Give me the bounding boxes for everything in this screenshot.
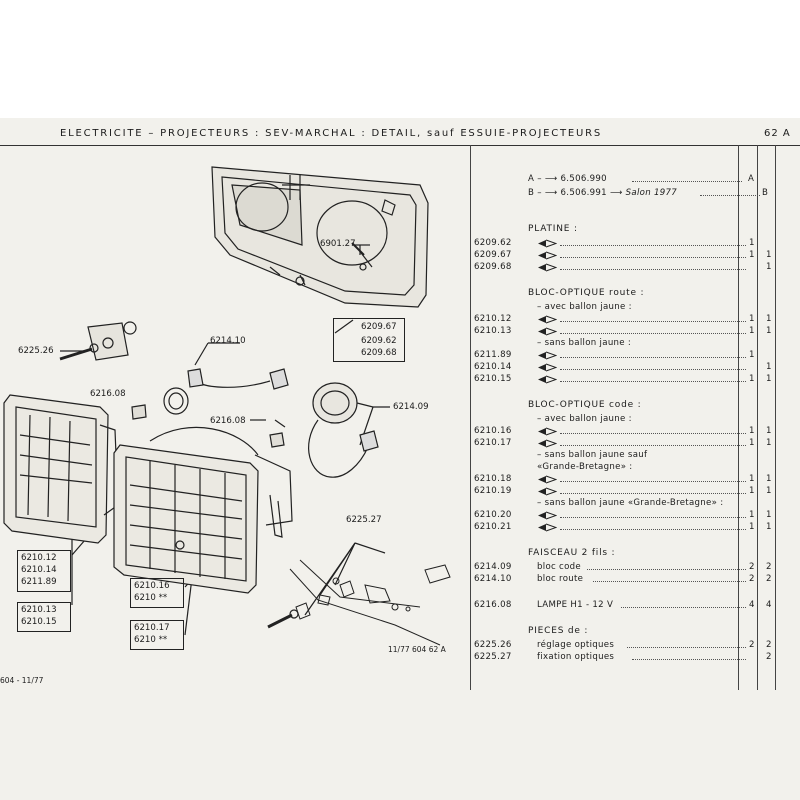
leader-dots (560, 381, 746, 382)
headlamp-mounting-plate (212, 167, 428, 307)
part-ref: 6210.17 (474, 438, 512, 448)
leader-dots (560, 517, 746, 518)
headlamp-symbol-icon (537, 363, 557, 372)
qty-b: 1 (766, 250, 772, 260)
subsection-label: – sans ballon jaune : (537, 338, 632, 348)
part-ref: 6210.16 (474, 426, 512, 436)
qty-a: 1 (749, 374, 755, 384)
callout-6214-10: 6214.10 (210, 336, 246, 346)
headlamp-symbol-icon (537, 487, 557, 496)
headlamp-symbol-icon (537, 375, 557, 384)
callout-6209-67: 6209.67 (361, 322, 397, 332)
page-header-title: ELECTRICITE – PROJECTEURS : SEV-MARCHAL : DETAIL, sauf ESSUIE-PROJECTEURS (60, 128, 603, 139)
qty-a: 1 (749, 474, 755, 484)
qty-a: 1 (749, 314, 755, 324)
qty-b: 2 (766, 562, 772, 572)
callout-6216-08-b: 6216.08 (210, 416, 246, 426)
figure-code: 11/77 604 62 A (388, 645, 446, 654)
leader-dots (560, 333, 746, 334)
callout-6901-27: 6901.27 (320, 239, 356, 249)
part-ref: 6211.89 (474, 350, 512, 360)
leader-dots (560, 445, 746, 446)
qty-b: 1 (766, 426, 772, 436)
part-ref: 6210.12 (474, 314, 512, 324)
callout-6210-b: 6210 ** (134, 635, 168, 645)
headlamp-symbol-icon (537, 439, 557, 448)
leader-dots (560, 369, 746, 370)
qty-b: 2 (766, 652, 772, 662)
qty-a: 1 (749, 326, 755, 336)
harness-route (188, 369, 288, 389)
part-label: bloc code (537, 562, 581, 572)
leader-dots (621, 607, 746, 608)
qty-a: 1 (749, 250, 755, 260)
leader-dots (632, 181, 742, 182)
callout-6209-68: 6209.68 (361, 348, 397, 358)
callout-6210-15: 6210.15 (21, 617, 57, 627)
qty-a: 2 (749, 574, 755, 584)
qty-b: 1 (766, 362, 772, 372)
qty-a: 1 (749, 238, 755, 248)
part-ref: 6210.18 (474, 474, 512, 484)
part-ref: 6214.09 (474, 562, 512, 572)
part-ref: 6210.15 (474, 374, 512, 384)
harness-code (309, 383, 378, 477)
qty-b: 1 (766, 374, 772, 384)
headlamp-symbol-icon (537, 511, 557, 520)
variant-b-row: B – ⟶ 6.506.991 ⟶ Salon 1977 (528, 188, 678, 198)
part-ref: 6210.13 (474, 326, 512, 336)
part-ref: 6210.20 (474, 510, 512, 520)
leader-dots (593, 581, 746, 582)
index-divider (470, 145, 471, 690)
headlamp-symbol-icon (537, 315, 557, 324)
qty-b: 1 (766, 474, 772, 484)
callout-6210-17: 6210.17 (134, 623, 170, 633)
qty-b: 1 (766, 314, 772, 324)
leader-dots (632, 659, 746, 660)
qty-b: 2 (766, 640, 772, 650)
qty-column-a-border (738, 145, 739, 690)
headlamp-symbol-icon (537, 327, 557, 336)
section-title: BLOC-OPTIQUE route : (528, 288, 645, 298)
part-ref: 6225.27 (474, 652, 512, 662)
headlamp-symbol-icon (537, 263, 557, 272)
qty-b: 1 (766, 326, 772, 336)
callout-6210-16: 6210.16 (134, 581, 170, 591)
qty-a: 1 (749, 350, 755, 360)
leader-dots (560, 529, 746, 530)
subsection-label: – avec ballon jaune : (537, 414, 632, 424)
qty-a: 1 (749, 486, 755, 496)
part-label: bloc route (537, 574, 584, 584)
part-ref: 6214.10 (474, 574, 512, 584)
callout-6214-09: 6214.09 (393, 402, 429, 412)
qty-b: 1 (766, 522, 772, 532)
callout-6210-13: 6210.13 (21, 605, 57, 615)
part-label: réglage optiques (537, 640, 615, 650)
leader-dots (560, 245, 746, 246)
callout-6216-08-a: 6216.08 (90, 389, 126, 399)
qty-b: 4 (766, 600, 772, 610)
qty-a: 1 (749, 438, 755, 448)
part-ref: 6210.19 (474, 486, 512, 496)
qty-b: 1 (766, 438, 772, 448)
headlamp-symbol-icon (537, 475, 557, 484)
headlamp-symbol-icon (537, 427, 557, 436)
part-label: LAMPE H1 - 12 V (537, 600, 614, 610)
part-ref: 6209.67 (474, 250, 512, 260)
leader-dots (700, 195, 760, 196)
section-title: BLOC-OPTIQUE code : (528, 400, 642, 410)
leader-dots (560, 257, 746, 258)
qty-column-end-border (775, 145, 776, 690)
leader-dots (560, 357, 746, 358)
variant-a-row: A – ⟶ 6.506.990 (528, 174, 607, 184)
part-ref: 6210.21 (474, 522, 512, 532)
callout-6225-27: 6225.27 (346, 515, 382, 525)
headlamp-unit-front (114, 427, 292, 593)
headlamp-unit-rear (4, 395, 118, 543)
callout-6225-26: 6225.26 (18, 346, 54, 356)
section-title: PIECES de : (528, 626, 589, 636)
qty-b: 1 (766, 510, 772, 520)
callout-6210-12: 6210.12 (21, 553, 57, 563)
callout-6210-14: 6210.14 (21, 565, 57, 575)
leader-dots (560, 269, 746, 270)
part-ref: 6216.08 (474, 600, 512, 610)
corner-code: 604 - 11/77 (0, 676, 44, 685)
part-ref: 6210.14 (474, 362, 512, 372)
leader-dots (560, 481, 746, 482)
page-number: 62 A (764, 128, 791, 139)
qty-a: 1 (749, 522, 755, 532)
subsection-label: – avec ballon jaune : (537, 302, 632, 312)
section-title: FAISCEAU 2 fils : (528, 548, 616, 558)
qty-a: 1 (749, 426, 755, 436)
part-ref: 6225.26 (474, 640, 512, 650)
callout-6210-a: 6210 ** (134, 593, 168, 603)
part-label: fixation optiques (537, 652, 615, 662)
headlamp-symbol-icon (537, 239, 557, 248)
headlamp-symbol-icon (537, 351, 557, 360)
qty-b: 1 (766, 486, 772, 496)
leader-dots (560, 321, 746, 322)
subsection-label: – sans ballon jaune sauf (537, 450, 648, 460)
part-ref: 6209.62 (474, 238, 512, 248)
qty-a: 1 (749, 510, 755, 520)
leader-dots (627, 647, 746, 648)
leader-dots (587, 569, 746, 570)
variant-a-code: A (748, 174, 755, 184)
headlamp-symbol-icon (537, 251, 557, 260)
leader-dots (560, 493, 746, 494)
qty-a: 2 (749, 562, 755, 572)
subsection-label: «Grande-Bretagne» : (537, 462, 633, 472)
variant-b-code: B (762, 188, 769, 198)
part-ref: 6209.68 (474, 262, 512, 272)
qty-a: 2 (749, 640, 755, 650)
qty-b: 2 (766, 574, 772, 584)
qty-b: 1 (766, 262, 772, 272)
headlamp-symbol-icon (537, 523, 557, 532)
section-title: PLATINE : (528, 224, 578, 234)
callout-6211-89: 6211.89 (21, 577, 57, 587)
subsection-label: – sans ballon jaune «Grande-Bretagne» : (537, 498, 724, 508)
qty-column-b-border (757, 145, 758, 690)
leader-dots (560, 433, 746, 434)
callout-6209-62: 6209.62 (361, 336, 397, 346)
qty-a: 4 (749, 600, 755, 610)
